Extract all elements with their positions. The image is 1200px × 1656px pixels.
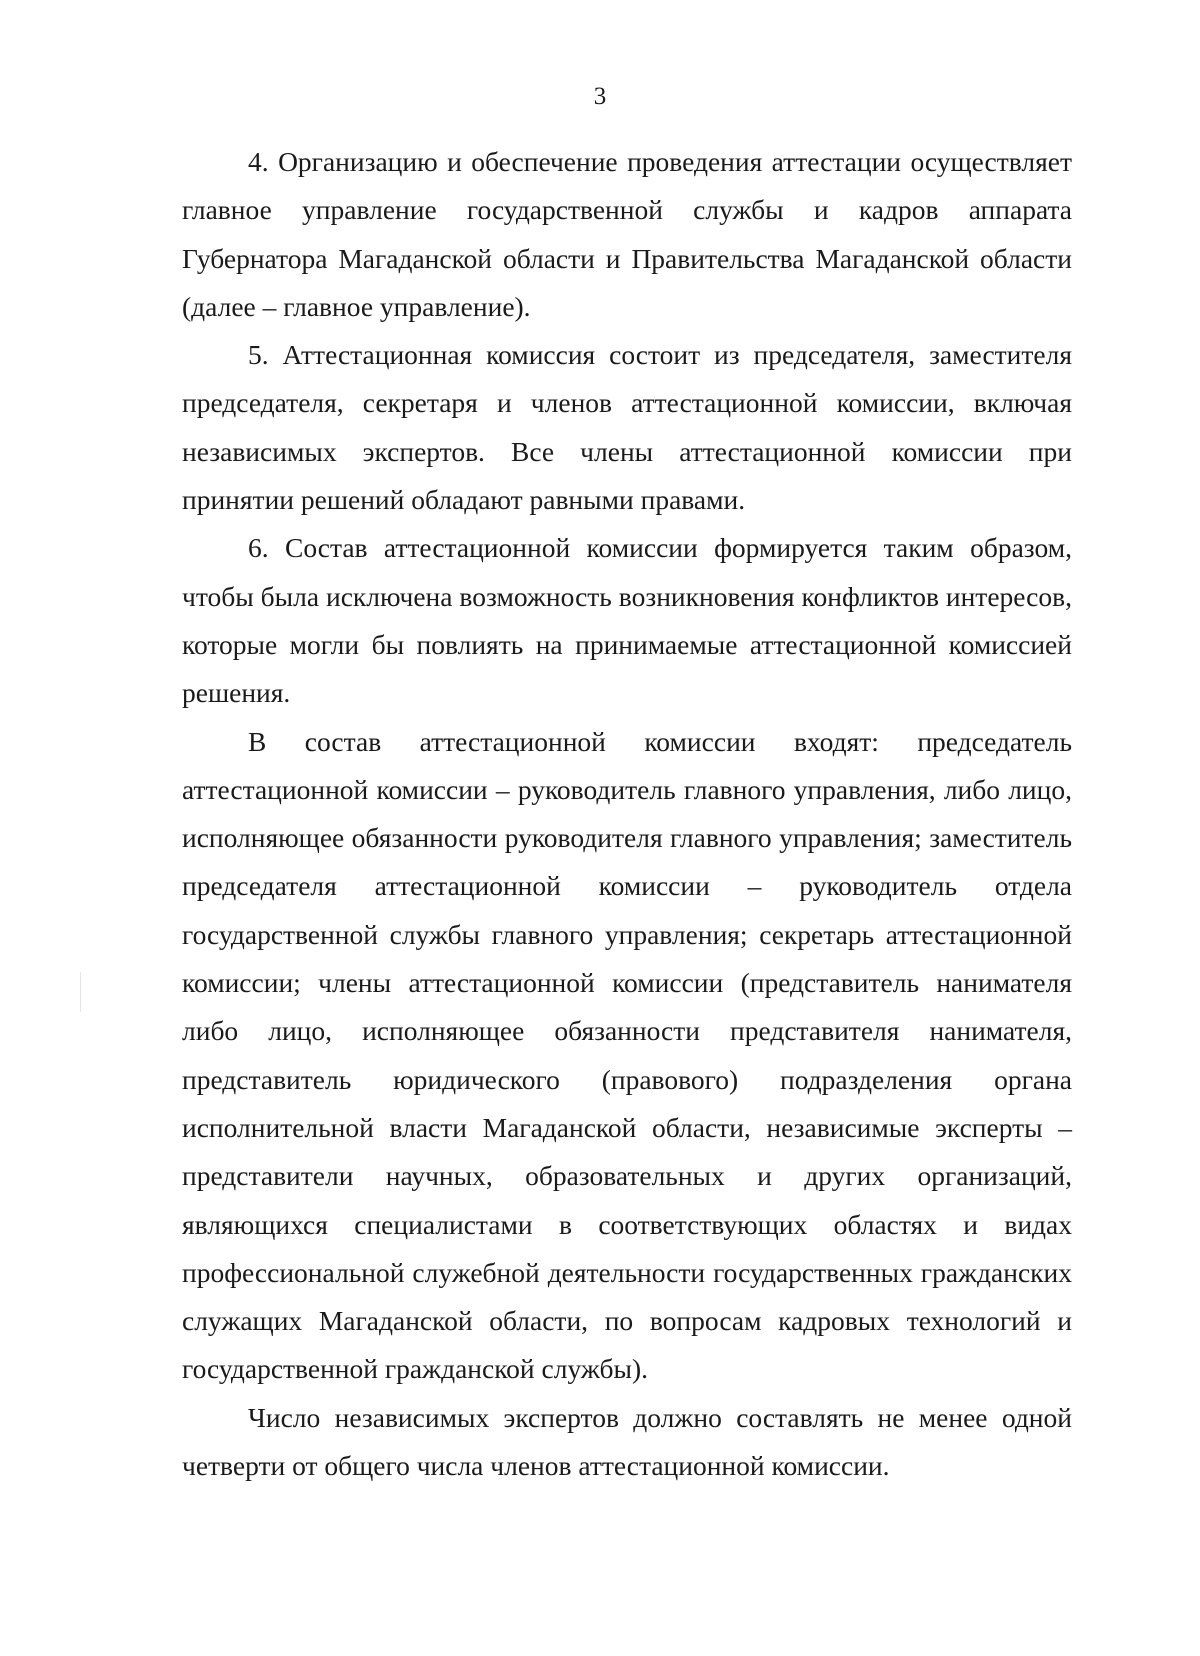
paragraph-6-conflict-of-interest: 6. Состав аттестационной комиссии формируется таким образом, чтобы была исключена возможность возникновения конфликтов интересов, которые могли бы повлиять на принимаемые аттестационной комиссией решения.	[182, 532, 1072, 709]
paragraph-commission-members: В состав аттестационной комиссии входят: председатель аттестационной комиссии – руководитель главного управления, либо лицо, исполняющее обязанности руководителя главного управления; заместитель председателя аттестационной комиссии – руководитель отдела государственной службы главного управления; секретарь аттестационной комиссии; члены аттестационной комиссии (представитель нанимателя либо лицо, исполняющее обязанности представителя нанимателя, представитель юридического (правового) подразделения органа исполнительной власти Магаданской области, независимые эксперты – представители научных, образовательных и других организаций, являющихся специалистами в соответствующих областях и видах профессиональной служебной деятельности государственных гражданских служащих Магаданской области, по вопросам кадровых технологий и государственной гражданской службы).	[182, 725, 1072, 1385]
paragraph-5-commission-composition: 5. Аттестационная комиссия состоит из председателя, заместителя председателя, секретаря и членов аттестационной комиссии, включая независимых экспертов. Все члены аттестационной комиссии при принятии решений обладают равными правами.	[182, 339, 1072, 516]
paragraph-4-organization: 4. Организацию и обеспечение проведения аттестации осуществляет главное управление государственной службы и кадров аппарата Губернатора Магаданской области и Правительства Магаданской области (далее – главное управление).	[182, 146, 1072, 322]
scan-margin-mark	[80, 972, 81, 1012]
document-body	[182, 138, 1072, 1490]
page-number: 3	[593, 83, 607, 110]
paragraph-independent-experts: Число независимых экспертов должно составлять не менее одной четверти от общего числа членов аттестационной комиссии.	[182, 1401, 1072, 1482]
